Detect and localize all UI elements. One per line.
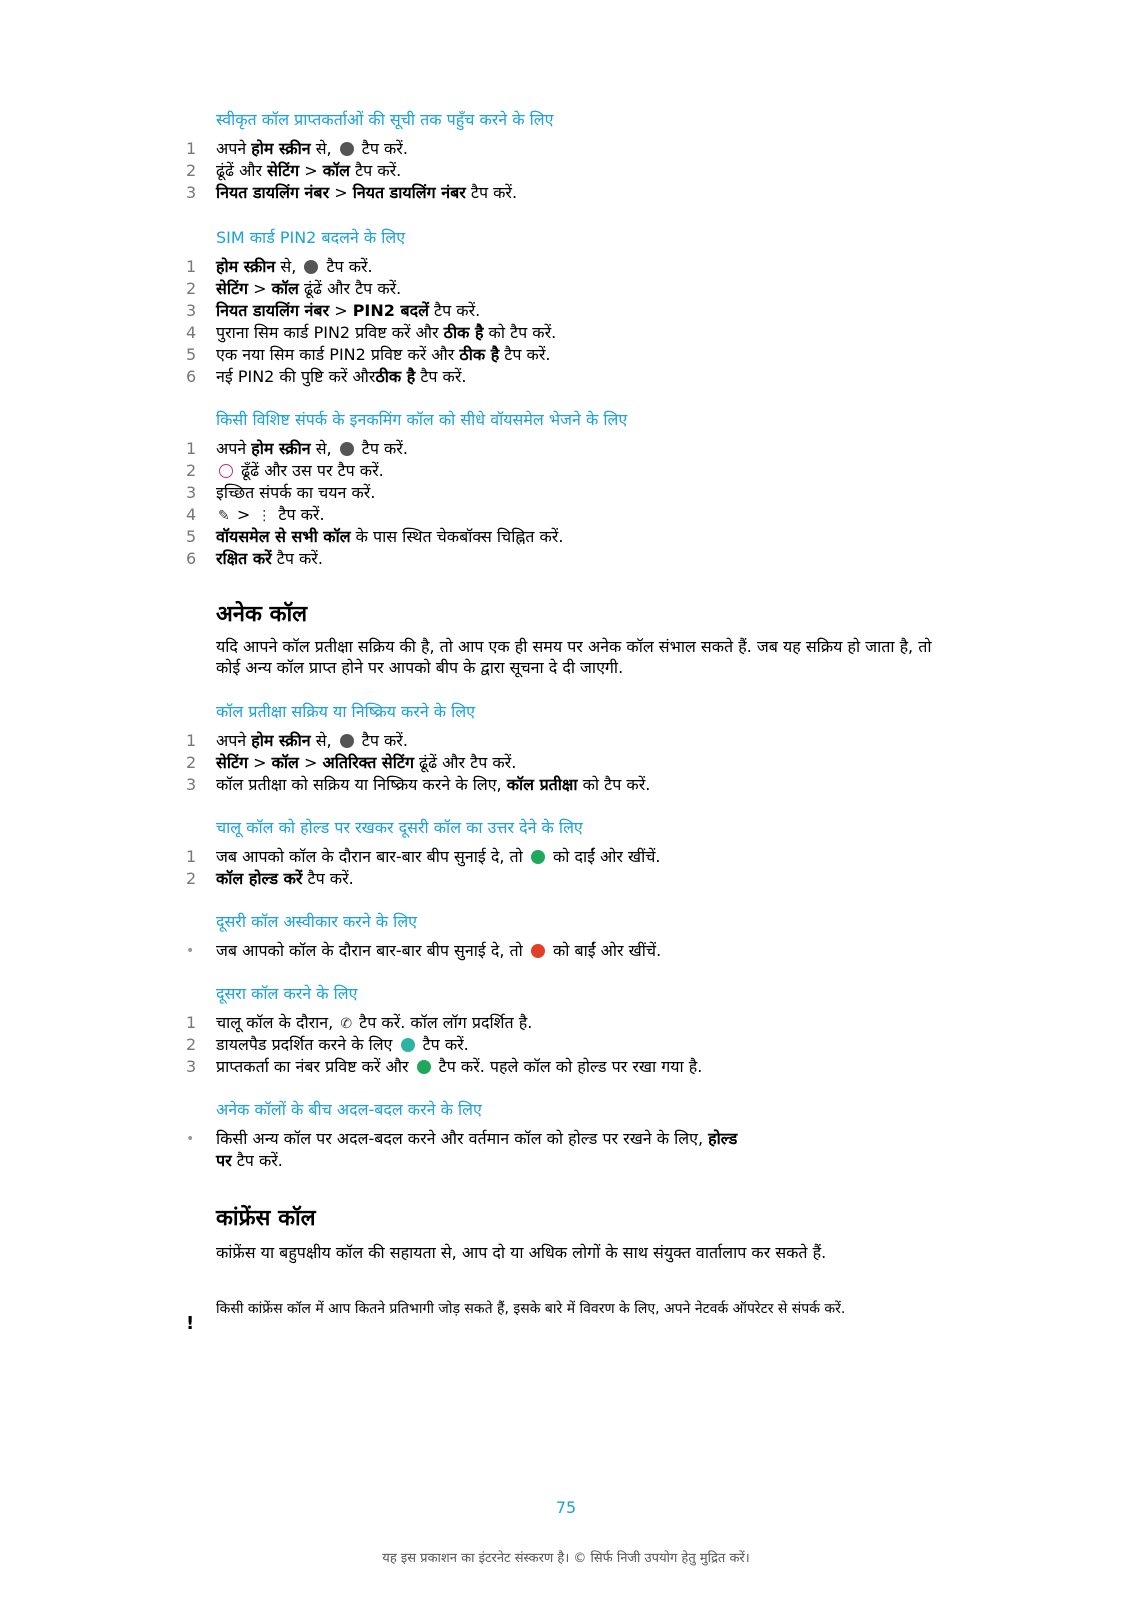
step [0, 278, 1132, 300]
subheading: दूसरी कॉल अस्वीकार करने के लिए [216, 912, 418, 931]
step-text: कॉल होल्ड करें टैप करें. [216, 869, 354, 888]
bullet-item-continued [0, 1150, 1132, 1172]
bullet: • [186, 1131, 195, 1147]
apps-icon [340, 142, 354, 156]
step-number: 3 [186, 483, 197, 502]
subheading: दूसरा कॉल करने के लिए [216, 984, 358, 1003]
step-number: 3 [186, 1057, 197, 1076]
step [0, 548, 1132, 570]
step [0, 366, 1132, 388]
step [0, 752, 1132, 774]
subheading: SIM कार्ड PIN2 बदलने के लिए [216, 228, 406, 247]
step-text: प्राप्तकर्ता का नंबर प्रविष्ट करें और टैप करें. पहले कॉल को होल्ड पर रखा गया है. [216, 1057, 703, 1076]
step-text: किसी अन्य कॉल पर अदल-बदल करने और वर्तमान कॉल को होल्ड पर रखने के लिए, होल्ड [216, 1129, 738, 1148]
step-number: 1 [186, 139, 197, 158]
paragraph: यदि आपने कॉल प्रतीक्षा सक्रिय की है, तो आप एक ही समय पर अनेक कॉल संभाल सकते हैं. जब यह सक्रिय हो जाता है, तो कोई अन्य कॉल प्राप्त होने पर आपको बीप के द्वारा सूचना दे दी जाएगी. [216, 637, 932, 677]
page-number: 75 [555, 1498, 577, 1517]
step [0, 182, 1132, 204]
step [0, 730, 1132, 752]
step-text: ढूँढें और उस पर टैप करें. [216, 460, 384, 482]
step-text: एक नया सिम कार्ड PIN2 प्रविष्ट करें और ठीक है टैप करें. [216, 345, 551, 364]
contacts-icon [219, 464, 233, 478]
step [0, 138, 1132, 160]
step-text: ✎ > ⋮ टैप करें. [216, 504, 325, 527]
step [0, 300, 1132, 322]
step-number: 2 [186, 279, 197, 298]
step-text: अपने होम स्क्रीन से, टैप करें. [216, 139, 408, 158]
reject-call-icon [531, 944, 545, 958]
bullet-item [0, 1128, 1132, 1150]
step-text: कॉल प्रतीक्षा को सक्रिय या निष्क्रिय करने के लिए, कॉल प्रतीक्षा को टैप करें. [216, 775, 651, 794]
step [0, 1034, 1132, 1056]
step-text: अपने होम स्क्रीन से, टैप करें. [216, 439, 408, 458]
step-text: पुराना सिम कार्ड PIN2 प्रविष्ट करें और ठीक है को टैप करें. [216, 323, 557, 342]
step-number: 6 [186, 367, 197, 386]
step-text: होम स्क्रीन से, टैप करें. [216, 257, 373, 276]
step [0, 322, 1132, 344]
answer-call-icon [531, 850, 545, 864]
section-heading: कांफ्रेंस कॉल [216, 1206, 316, 1231]
apps-icon [340, 734, 354, 748]
apps-icon [340, 442, 354, 456]
step-text: अपने होम स्क्रीन से, टैप करें. [216, 731, 408, 750]
bullet: • [186, 943, 195, 959]
step-text: चालू कॉल के दौरान, ✆ टैप करें. कॉल लॉग प्रदर्शित है. [216, 1012, 532, 1035]
step-text: इच्छित संपर्क का चयन करें. [216, 483, 376, 502]
step-text: डायलपैड प्रदर्शित करने के लिए टैप करें. [216, 1035, 469, 1054]
step-text: ढूंढें और सेटिंग > कॉल टैप करें. [216, 161, 402, 180]
step-text: जब आपको कॉल के दौरान बार-बार बीप सुनाई दे, तो को बाईं ओर खींचें. [216, 941, 662, 960]
step-number: 2 [186, 1035, 197, 1054]
step [0, 868, 1132, 890]
step [0, 774, 1132, 796]
step-number: 1 [186, 847, 197, 866]
section-heading: अनेक कॉल [216, 602, 308, 627]
step [0, 846, 1132, 868]
step-number: 2 [186, 161, 197, 180]
subheading: स्वीकृत कॉल प्राप्तकर्ताओं की सूची तक पहुँच करने के लिए [216, 110, 554, 129]
dialpad-icon [401, 1038, 415, 1052]
paragraph: कांफ्रेंस या बहुपक्षीय कॉल की सहायता से, आप दो या अधिक लोगों के साथ संयुक्त वार्तालाप कर सकते हैं. [216, 1243, 827, 1262]
step-number: 4 [186, 323, 197, 342]
step [0, 344, 1132, 366]
call-icon [417, 1060, 431, 1074]
bullet-item [0, 940, 1132, 962]
step-number: 3 [186, 775, 197, 794]
step-number: 1 [186, 731, 197, 750]
step-number: 2 [186, 869, 197, 888]
subheading: चालू कॉल को होल्ड पर रखकर दूसरी कॉल का उत्तर देने के लिए [216, 818, 583, 837]
subheading: किसी विशिष्ट संपर्क के इनकमिंग कॉल को सीधे वॉयसमेल भेजने के लिए [216, 410, 628, 429]
step [0, 1012, 1132, 1034]
step [0, 1056, 1132, 1078]
more-vert-icon: ⋮ [257, 508, 272, 524]
step [0, 256, 1132, 278]
step-number: 6 [186, 549, 197, 568]
step [0, 460, 1132, 482]
step-text: सेटिंग > कॉल ढूंढें और टैप करें. [216, 279, 402, 298]
step-text: सेटिंग > कॉल > अतिरिक्त सेटिंग ढूंढें और टैप करें. [216, 753, 517, 772]
step [0, 482, 1132, 504]
step-number: 2 [186, 753, 197, 772]
step-text: नई PIN2 की पुष्टि करें औरठीक है टैप करें. [216, 367, 467, 386]
step-number: 1 [186, 439, 197, 458]
pencil-icon: ✎ [218, 508, 230, 524]
warning-icon: ! [186, 1313, 195, 1334]
subheading: कॉल प्रतीक्षा सक्रिय या निष्क्रिय करने के लिए [216, 702, 476, 721]
step-number: 5 [186, 527, 197, 546]
step-text: पर टैप करें. [216, 1151, 283, 1170]
footer: यह इस प्रकाशन का इंटरनेट संस्करण है। © सिर्फ निजी उपयोग हेतु मुद्रित करें। [382, 1551, 750, 1566]
step-number: 5 [186, 345, 197, 364]
step-number: 3 [186, 183, 197, 202]
add-call-icon: ✆ [340, 1016, 353, 1032]
note-text: किसी कांफ्रेंस कॉल में आप कितने प्रतिभागी जोड़ सकते हैं, इसके बारे में विवरण के लिए, अपने नेटवर्क ऑपरेटर से संपर्क करें. [216, 1301, 846, 1317]
step [0, 438, 1132, 460]
subheading: अनेक कॉलों के बीच अदल-बदल करने के लिए [216, 1100, 482, 1119]
step-text: वॉयसमेल से सभी कॉल के पास स्थित चेकबॉक्स चिह्नित करें. [216, 527, 564, 546]
step-number: 2 [186, 461, 197, 480]
step-number: 4 [186, 505, 197, 524]
step-text: नियत डायलिंग नंबर > नियत डायलिंग नंबर टैप करें. [216, 183, 518, 202]
apps-icon [304, 260, 318, 274]
step-text: नियत डायलिंग नंबर > PIN2 बदलें टैप करें. [216, 301, 481, 320]
step-text: रक्षित करें टैप करें. [216, 549, 323, 568]
step [0, 504, 1132, 526]
step [0, 526, 1132, 548]
step-number: 1 [186, 257, 197, 276]
step-number: 1 [186, 1013, 197, 1032]
step [0, 160, 1132, 182]
step-text: जब आपको कॉल के दौरान बार-बार बीप सुनाई दे, तो को दाईं ओर खींचें. [216, 847, 661, 866]
step-number: 3 [186, 301, 197, 320]
